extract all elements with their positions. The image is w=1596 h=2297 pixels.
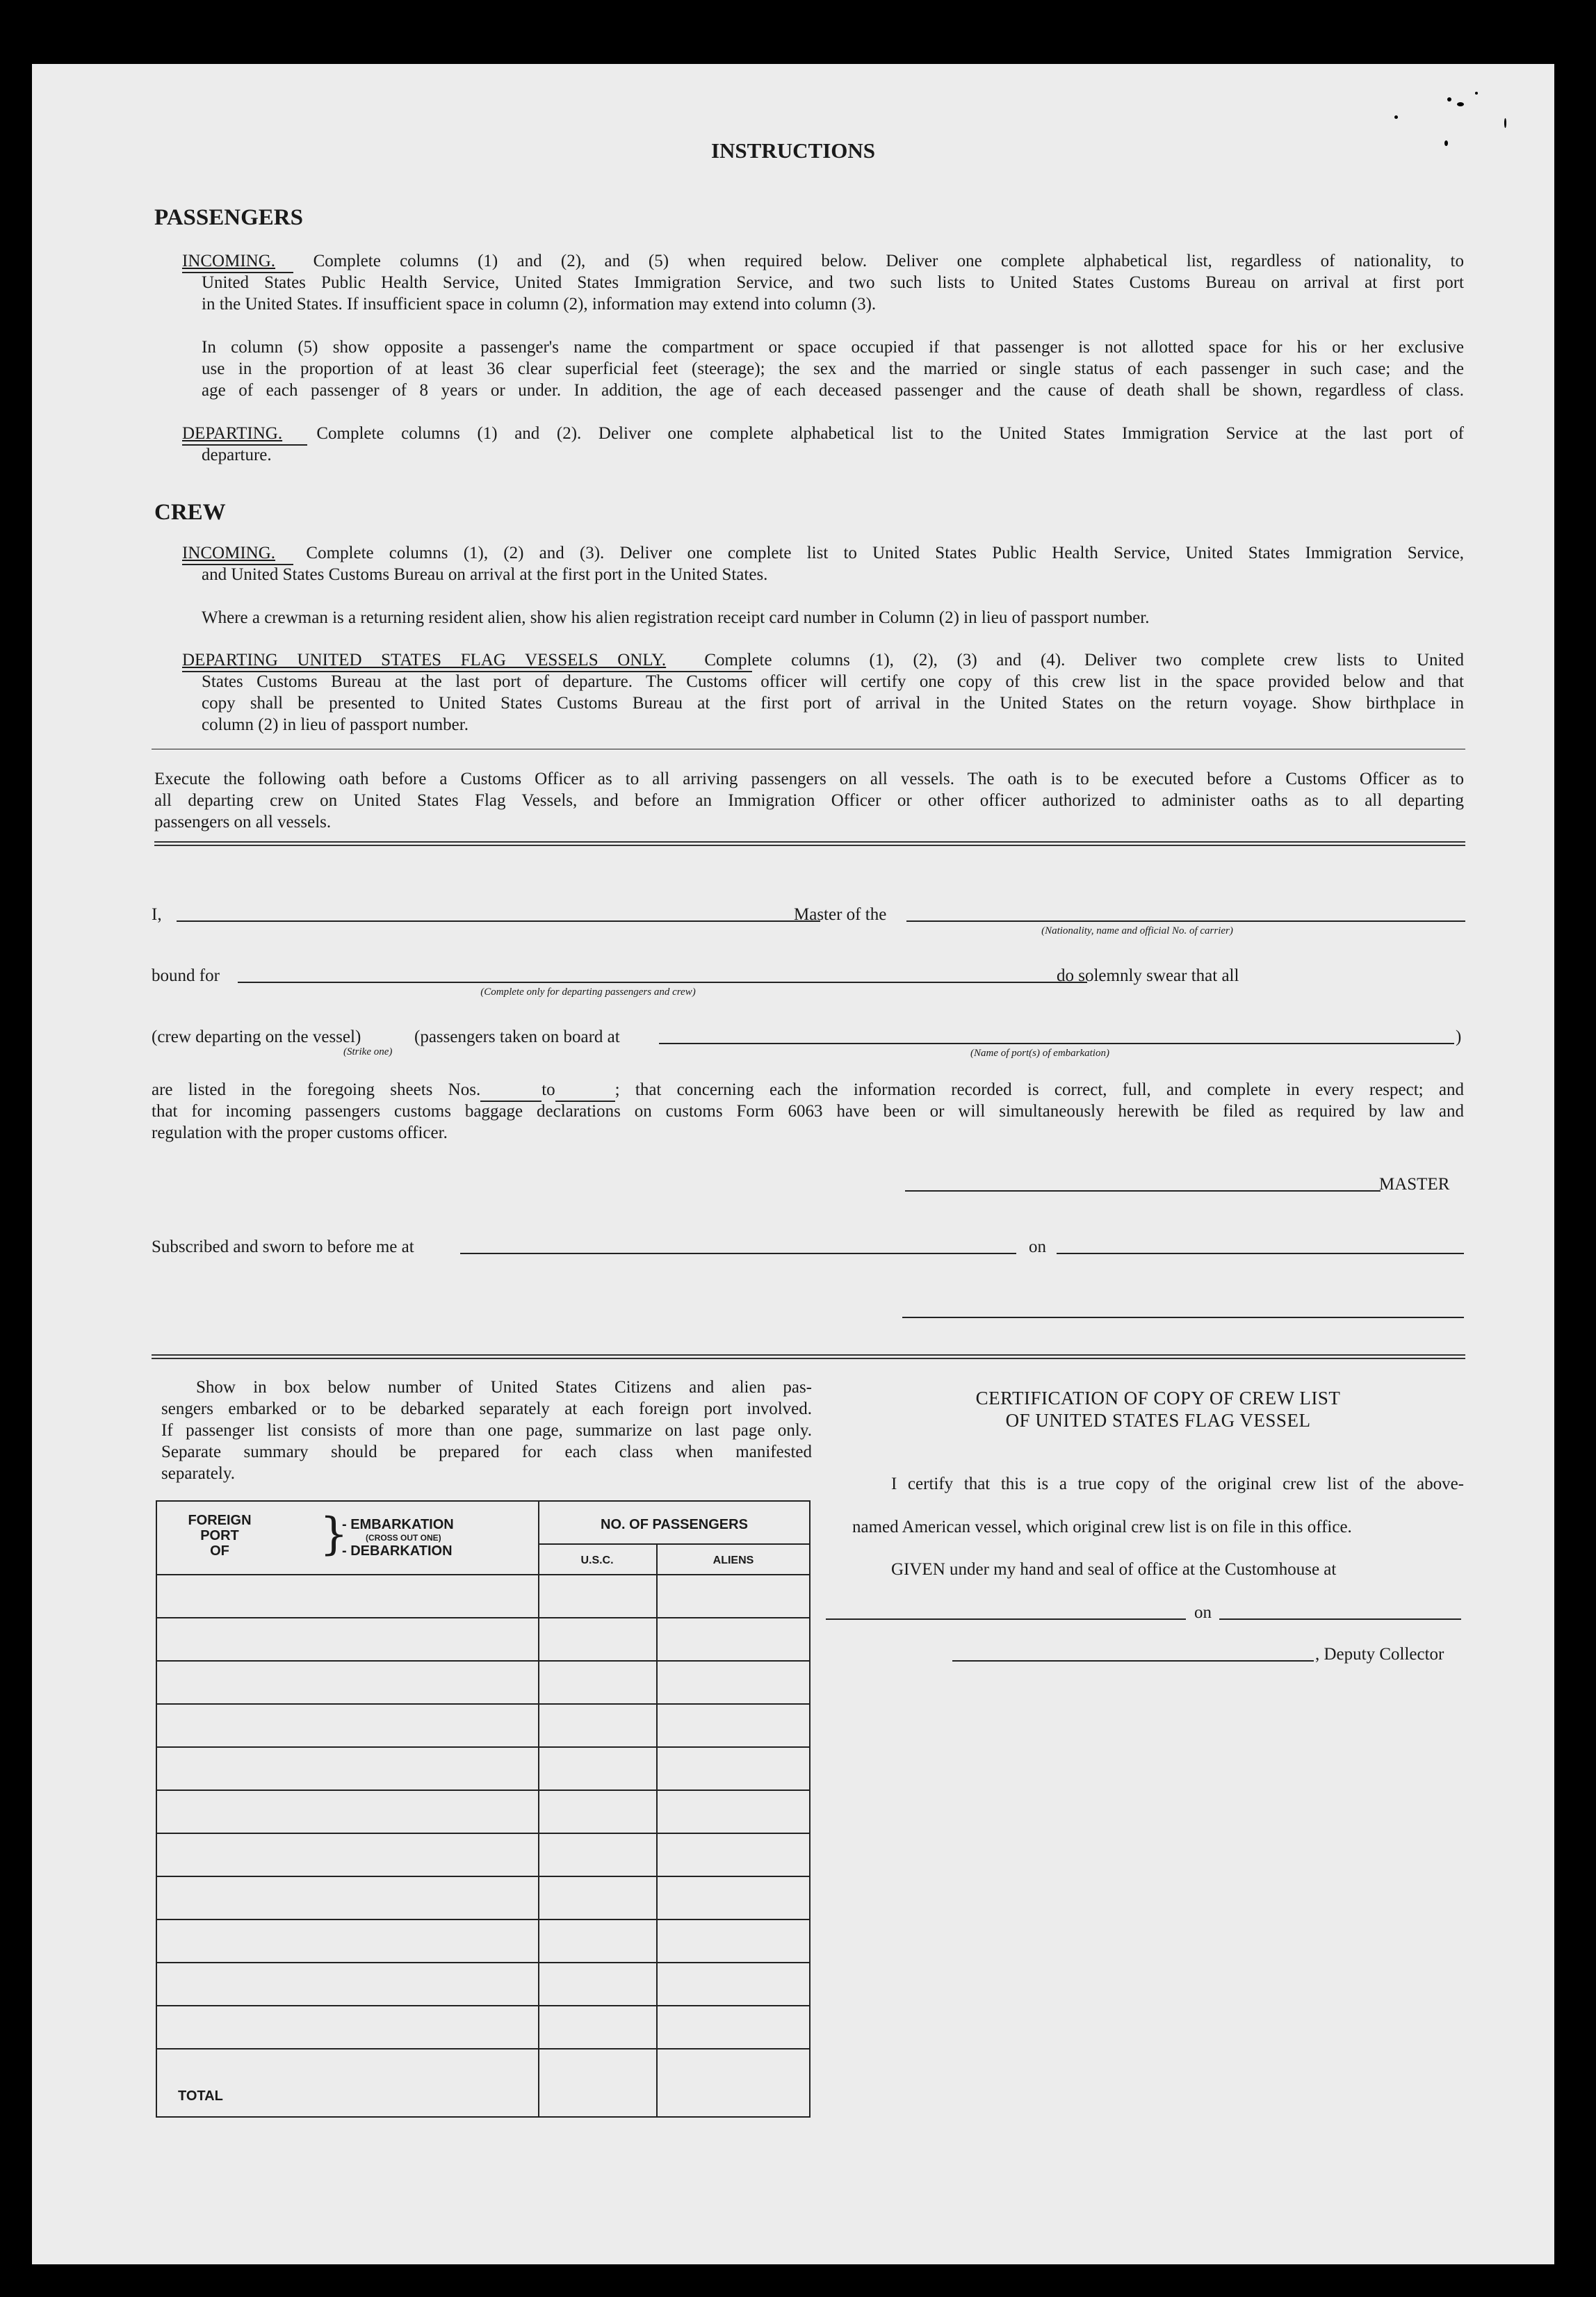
summary-line-3: If passenger list consists of more than one page, summarize on last page only. [161, 1421, 812, 1440]
speck [1504, 118, 1506, 128]
crew-departing-line-4: column (2) in lieu of passport number. [202, 715, 469, 734]
table-row [156, 1876, 811, 1877]
table-row [156, 1833, 811, 1834]
carrier-field[interactable] [906, 920, 1465, 922]
header-divider [538, 1543, 811, 1545]
column5-line-1: In column (5) show opposite a passenger's name the compartment or space occupied if that passenger is not allotted space for his or her exclusive [202, 338, 1464, 357]
crew-departing-line-1: DEPARTING UNITED STATES FLAG VESSELS ONLY. Complete columns (1), (2), (3) and (4). Deliver two complete crew lists to United [182, 651, 1464, 669]
column-divider [656, 1543, 658, 2118]
deputy-collector-label: , Deputy Collector [1315, 1645, 1444, 1664]
crew-heading: CREW [154, 500, 226, 525]
oath-i: I, [152, 905, 162, 924]
nationality-caption: (Nationality, name and official No. of carrier) [1041, 925, 1233, 936]
master-of-label: Master of the [794, 905, 887, 924]
table-row [156, 1962, 811, 1963]
speck [1394, 115, 1398, 119]
table-row [156, 1703, 811, 1705]
debarkation-label: - DEBARKATION [342, 1543, 453, 1559]
oath-intro-line-2: all departing crew on United States Flag Vessels, and before an Immigration Officer or other officer authorized to administer oaths as to all departing [154, 791, 1464, 810]
certify-on-label: on [1194, 1603, 1212, 1622]
no-of-passengers-header: NO. OF PASSENGERS [601, 1517, 748, 1532]
incoming-label: INCOMING. [182, 544, 276, 562]
master-name-field[interactable] [177, 920, 820, 922]
deputy-signature-field[interactable] [952, 1660, 1314, 1662]
sworn-place-field[interactable] [460, 1253, 1016, 1254]
cross-out-caption: (CROSS OUT ONE) [366, 1533, 441, 1543]
speck [1475, 92, 1478, 95]
certify-line-3: GIVEN under my hand and seal of office at the Customhouse at [891, 1560, 1337, 1579]
oath-intro-line-3: passengers on all vessels. [154, 813, 332, 831]
officer-signature-field[interactable] [902, 1317, 1464, 1318]
page-title: INSTRUCTIONS [710, 138, 875, 163]
certify-date-field[interactable] [1219, 1618, 1461, 1620]
table-row [156, 1660, 811, 1662]
certification-title-1: CERTIFICATION OF COPY OF CREW LIST [975, 1388, 1341, 1409]
double-rule [152, 1354, 1465, 1359]
certification-title-2: OF UNITED STATES FLAG VESSEL [1005, 1410, 1311, 1431]
table-row [156, 1617, 811, 1618]
brace-glyph: } [320, 1509, 348, 1560]
departing-flag-label: DEPARTING UNITED STATES FLAG VESSELS ONLY. [182, 651, 667, 669]
passengers-incoming-line-1: INCOMING. Complete columns (1) and (2), and (5) when required below. Deliver one complete alphabetical list, regardless of nationality, to [182, 252, 1465, 270]
table-row [156, 1789, 811, 1791]
table-row [156, 1746, 811, 1748]
crew-resident-alien: Where a crewman is a returning resident alien, show his alien registration receipt card number in Column (2) in lieu of passport number. [202, 608, 1150, 627]
crew-departing-option: (crew departing on the vessel) [152, 1028, 361, 1046]
passengers-departing-line-2: departure. [202, 446, 272, 464]
customhouse-field[interactable] [826, 1618, 1186, 1620]
departing-label: DEPARTING. [182, 424, 283, 443]
table-row [156, 2048, 811, 2050]
strike-one-caption: (Strike one) [343, 1046, 393, 1057]
summary-line-4: Separate summary should be prepared for each class when manifested [161, 1443, 812, 1461]
certify-line-1: I certify that this is a true copy of the original crew list of the above- [891, 1475, 1464, 1493]
summary-line-1: Show in box below number of United States Citizens and alien pas- [196, 1378, 812, 1397]
passenger-summary-table [156, 1500, 811, 2118]
passengers-incoming-line-3: in the United States. If insufficient space in column (2), information may extend into column (3). [202, 295, 877, 314]
summary-line-5: separately. [161, 1464, 235, 1483]
passengers-departing-line-1: DEPARTING. Complete columns (1) and (2). Deliver one complete alphabetical list to the United States Immigration Service at the last port of [182, 424, 1464, 443]
usc-header: U.S.C. [580, 1555, 614, 1566]
aliens-header: ALIENS [712, 1555, 754, 1566]
master-label: MASTER [1379, 1175, 1450, 1194]
passengers-incoming-line-2: United States Public Health Service, United States Immigration Service, and two such lists to United States Customs Bureau on arrival at first port [202, 273, 1464, 292]
sworn-date-field[interactable] [1057, 1253, 1464, 1254]
sheet-to-field[interactable] [555, 1079, 615, 1102]
double-rule [154, 841, 1465, 846]
complete-only-caption: (Complete only for departing passengers and crew) [480, 987, 696, 998]
ports-field[interactable] [659, 1043, 1454, 1044]
column-divider [538, 1500, 539, 2118]
ports-caption: (Name of port(s) of embarkation) [970, 1048, 1109, 1059]
on-label: on [1029, 1237, 1046, 1256]
incoming-label: INCOMING. [182, 252, 276, 270]
crew-incoming-line-2: and United States Customs Bureau on arrival at the first port in the United States. [202, 565, 768, 584]
bound-for-field[interactable] [238, 982, 1087, 983]
total-label: TOTAL [178, 2088, 223, 2104]
column5-line-3: age of each passenger of 8 years or under. In addition, the age of each deceased passenger and the cause of death shall be shown, regardless of class. [202, 381, 1464, 400]
listed-line-3: regulation with the proper customs officer. [152, 1123, 448, 1142]
subscribed-label: Subscribed and sworn to before me at [152, 1237, 414, 1256]
column5-line-2: use in the proportion of at least 36 clear superficial feet (steerage); the sex and the married or single status of each passenger in such case; and the [202, 359, 1464, 378]
header-bottom [156, 1574, 811, 1575]
bound-for-label: bound for [152, 966, 220, 985]
crew-departing-line-2: States Customs Bureau at the last port of departure. The Customs officer will certify one copy of this crew list in the space provided below and that [202, 672, 1464, 691]
crew-departing-line-3: copy shall be presented to United States Customs Bureau at the first port of arrival in the United States on the return voyage. Show birthplace in [202, 694, 1464, 713]
speck [1457, 102, 1464, 106]
oath-intro-line-1: Execute the following oath before a Customs Officer as to all arriving passengers on all vessels. The oath is to be executed before a Customs Officer as to [154, 770, 1464, 788]
listed-line-1: are listed in the foregoing sheets Nos. to ; that concerning each the information recorded is correct, full, and complete in every respect; and [152, 1079, 1464, 1102]
embarkation-label: - EMBARKATION [342, 1517, 454, 1532]
sheet-from-field[interactable] [480, 1079, 542, 1102]
table-row [156, 1919, 811, 1920]
crew-incoming-line-1: INCOMING. Complete columns (1), (2) and (3). Deliver one complete list to United States Public Health Service, United States Immigration Service, [182, 544, 1465, 562]
certify-line-2: named American vessel, which original crew list is on file in this office. [852, 1518, 1352, 1536]
swear-label: do solemnly swear that all [1057, 966, 1239, 985]
passengers-taken-option: (passengers taken on board at [414, 1028, 620, 1046]
listed-line-2: that for incoming passengers customs baggage declarations on customs Form 6063 have been or will simultaneously herewith be filed as required by law and [152, 1102, 1464, 1121]
form-page [32, 64, 1554, 2264]
close-paren: ) [1456, 1028, 1462, 1046]
summary-line-2: sengers embarked or to be debarked separately at each foreign port involved. [161, 1399, 812, 1418]
foreign-port-of-header: FOREIGN PORT OF [188, 1513, 252, 1559]
table-row [156, 2005, 811, 2006]
master-signature-field[interactable] [905, 1190, 1381, 1192]
speck [1447, 97, 1451, 102]
passengers-heading: PASSENGERS [154, 205, 303, 230]
